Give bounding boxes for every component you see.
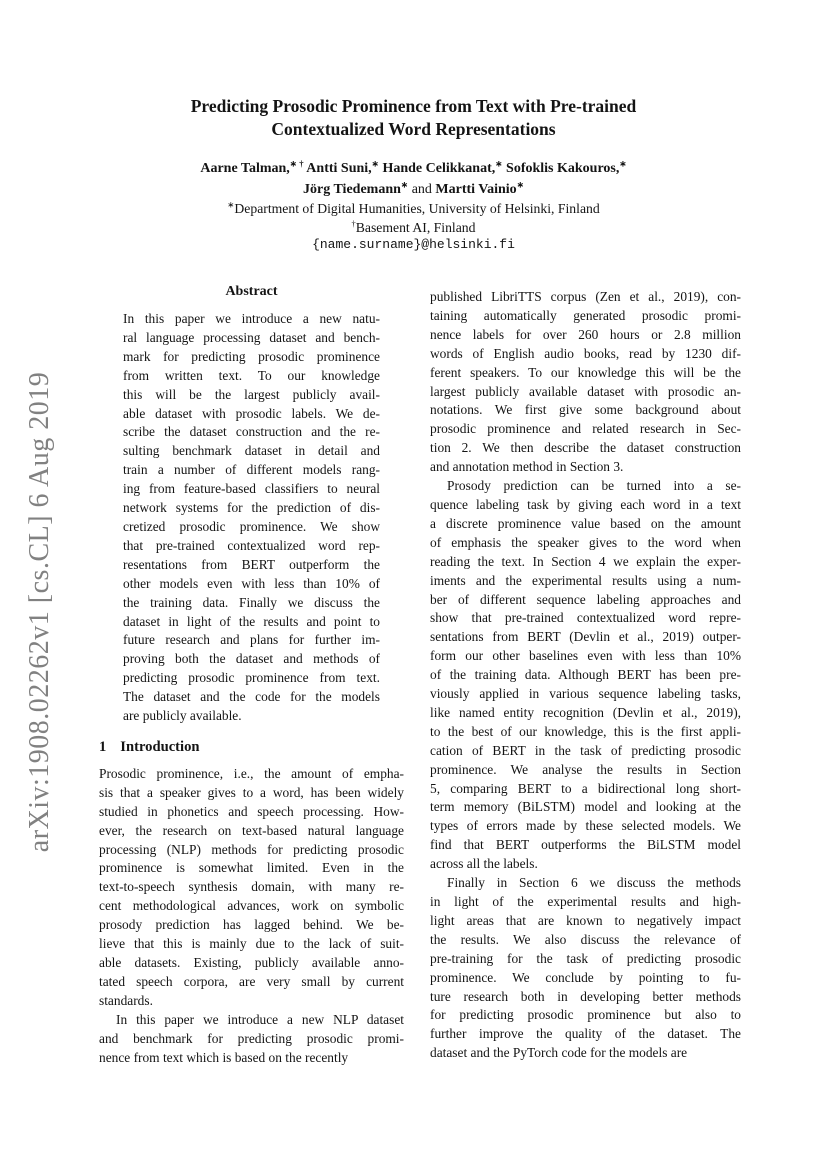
text-line: processing (NLP) methods for predicting prosodic <box>99 841 404 857</box>
text-line: that pre-trained contextualized word rep- <box>123 537 380 553</box>
paper-title-line-1: Predicting Prosodic Prominence from Text with Pre-trained <box>190 96 637 116</box>
abstract-text <box>123 310 380 726</box>
paper-title-line-2: Contextualized Word Representations <box>271 119 556 139</box>
section-1-number: 1 <box>99 738 107 755</box>
text-line: find that BERT outperforms the BiLSTM model <box>430 837 741 853</box>
right-paragraph-2 <box>430 477 741 874</box>
affiliation-1 <box>0 200 827 218</box>
text-line: ever, the research on text-based natural language <box>99 822 404 838</box>
text-line: are publicly available. <box>123 708 242 724</box>
text-line: term memory (BiLSTM) model and looking at the <box>430 799 741 815</box>
text-line: prosody prediction has lagged behind. We be- <box>99 917 404 933</box>
text-line: notations. We first give some background about <box>430 402 741 418</box>
text-line: a discrete prominence value based on the amount <box>430 515 741 531</box>
section-1-heading <box>99 738 404 757</box>
text-line: ferent speakers. To our knowledge this will be the <box>430 364 741 380</box>
text-line: network systems for the prediction of dis- <box>123 500 380 516</box>
text-line: cation of BERT in the task of predicting prosodic <box>430 742 741 758</box>
author-line-2 <box>0 180 827 199</box>
author-footnote-marker: ∗ † <box>289 158 304 169</box>
text-line: The dataset and the code for the models <box>123 689 380 705</box>
text-line: prominence. We conclude by pointing to fu- <box>430 969 741 985</box>
text-line: further improve the quality of the dataset. The <box>430 1026 741 1042</box>
author-name: Antti Suni, <box>303 161 372 176</box>
text-line: future research and plans for further im- <box>123 632 380 648</box>
text-line: dataset in light of the results and point to <box>123 613 380 629</box>
text-line: cretized prosodic prominence. We show <box>123 518 380 534</box>
text-line: train a number of different models rang- <box>123 462 380 478</box>
author-name: Jörg Tiedemann <box>303 182 401 197</box>
text-line: nence labels for over 260 hours or 2.8 million <box>430 326 741 342</box>
text-line: nence from text which is based on the recently <box>99 1049 349 1065</box>
affiliation-1-marker: ∗ <box>227 199 235 210</box>
text-line: studied in phonetics and speech processing. How- <box>99 803 404 819</box>
text-line: text-to-speech synthesis domain, with many re- <box>99 879 404 895</box>
text-line: this will be the largest publicly avail- <box>123 386 380 402</box>
text-line: tated speech corpora, are very small by current <box>99 973 404 989</box>
text-line: Finally in Section 6 we discuss the methods <box>447 875 741 891</box>
intro-paragraph-1 <box>99 765 404 1011</box>
text-line: lieve that this is mainly due to the lack of suit- <box>99 936 404 952</box>
text-line: largest publicly available dataset with prosodic an- <box>430 383 741 399</box>
text-line: ral language processing dataset and bench- <box>123 329 380 345</box>
text-line: from written text. To our knowledge <box>123 367 380 383</box>
text-line: 5, comparing BERT to a bidirectional long short- <box>430 780 741 796</box>
text-line: form our other baselines even with less than 10% <box>430 648 741 664</box>
text-line: light areas that are known to negatively impact <box>430 912 741 928</box>
text-line: of the training data. Although BERT has been pre- <box>430 667 741 683</box>
text-line: pre-training for the task of predicting prosodic <box>430 950 741 966</box>
right-paragraph-3 <box>430 874 741 1063</box>
text-line: dataset and the PyTorch code for the models are <box>430 1045 688 1061</box>
text-line: resentations from BERT outperform the <box>123 556 380 572</box>
author-footnote-marker: ∗ <box>516 179 524 190</box>
text-line: taining automatically generated prosodic promi- <box>430 307 741 323</box>
right-column <box>430 288 741 1063</box>
text-line: quence labeling task by giving each word in a text <box>430 496 741 512</box>
text-line: prominence. We analyse the results in Section <box>430 761 741 777</box>
paper-title <box>0 95 827 141</box>
author-name: Martti Vainio <box>435 182 517 197</box>
text-line: able datasets. Existing, publicly available anno- <box>99 955 404 970</box>
section-1-title: Introduction <box>120 738 200 755</box>
affiliation-2-text: Basement AI, Finland <box>355 220 476 235</box>
text-line: able dataset with prosodic labels. We de- <box>123 405 380 421</box>
affiliation-1-text: Department of Digital Humanities, University of Helsinki, Finland <box>234 201 600 216</box>
text-line: across all the labels. <box>430 856 538 872</box>
text-line: the results. We also discuss the relevance of <box>430 931 741 947</box>
text-line: words of English audio books, read by 1230 dif- <box>430 345 741 361</box>
text-line: and benchmark for predicting prosodic promi- <box>99 1030 404 1046</box>
arxiv-watermark: arXiv:1908.02262v1 [cs.CL] 6 Aug 2019 <box>24 371 55 853</box>
text-line: mark for predicting prosodic prominence <box>123 348 380 364</box>
email-line: {name.surname}@helsinki.fi <box>312 237 515 252</box>
text-line: to the best of our knowledge, this is the first appli- <box>430 723 741 739</box>
text-line: Prosody prediction can be turned into a se- <box>447 478 741 494</box>
text-line: for predicting prosodic prominence but also to <box>430 1007 741 1023</box>
text-line: in light of the experimental results and high- <box>430 894 741 909</box>
text-line: published LibriTTS corpus (Zen et al., 2019), con- <box>430 289 741 304</box>
right-paragraph-1 <box>430 288 741 477</box>
text-line: other models even with less than 10% of <box>123 575 380 591</box>
text-line: cent methodological advances, work on symbolic <box>99 898 404 914</box>
text-line: In this paper we introduce a new NLP dataset <box>116 1011 404 1027</box>
author-name: Aarne Talman, <box>200 161 290 176</box>
text-line: show that pre-trained contextualized word repre- <box>430 610 741 626</box>
text-line: types of errors made by these selected models. We <box>430 818 741 834</box>
affiliation-2 <box>0 219 827 237</box>
text-line: proving both the dataset and methods of <box>123 651 380 667</box>
intro-paragraph-2 <box>99 1011 404 1068</box>
author-footnote-marker: ∗ <box>495 158 503 169</box>
author-name: and <box>408 182 436 197</box>
text-line: sis that a speaker gives to a word, has been widely <box>99 784 404 800</box>
text-line: predicting prosodic prominence from text. <box>123 670 380 686</box>
text-line: ber of different sequence labeling approaches and <box>430 591 741 607</box>
text-line: viously applied in various sequence labeling tasks, <box>430 686 741 702</box>
author-footnote-marker: ∗ <box>371 158 379 169</box>
text-line: ture research both in developing better methods <box>430 988 741 1004</box>
text-line: sulting benchmark dataset in detail and <box>123 443 380 459</box>
text-line: scribe the dataset construction and the re- <box>123 424 380 440</box>
text-line: like named entity recognition (Devlin et al., 2019), <box>430 704 741 720</box>
text-line: sentations from BERT (Devlin et al., 2019) outper- <box>430 629 741 645</box>
text-line: In this paper we introduce a new natu- <box>123 311 380 326</box>
text-line: iments and the experimental results using a num- <box>430 572 741 588</box>
author-name: Hande Celikkanat, <box>378 161 496 176</box>
affiliation-2-marker: † <box>351 218 356 229</box>
author-footnote-marker: ∗ <box>400 179 409 190</box>
author-name: Sofoklis Kakouros, <box>502 161 620 176</box>
left-column <box>99 283 404 1067</box>
text-line: of emphasis the speaker gives to the word when <box>430 534 741 550</box>
author-line-1 <box>0 159 827 178</box>
author-footnote-marker: ∗ <box>619 158 627 169</box>
text-line: ing from feature-based classifiers to neural <box>123 481 380 497</box>
text-line: prosodic prominence and related research in Sec- <box>430 421 741 437</box>
text-line: Prosodic prominence, i.e., the amount of empha- <box>99 765 404 781</box>
text-line: reading the text. In Section 4 we explain the exper- <box>430 553 741 569</box>
text-line: the training data. Finally we discuss the <box>123 594 380 610</box>
text-line: and annotation method in Section 3. <box>430 459 624 475</box>
text-line: prominence is somewhat limited. Even in the <box>99 860 404 876</box>
text-line: standards. <box>99 992 153 1008</box>
abstract-heading: Abstract <box>225 284 278 299</box>
text-line: tion 2. We then describe the dataset construction <box>430 440 741 456</box>
